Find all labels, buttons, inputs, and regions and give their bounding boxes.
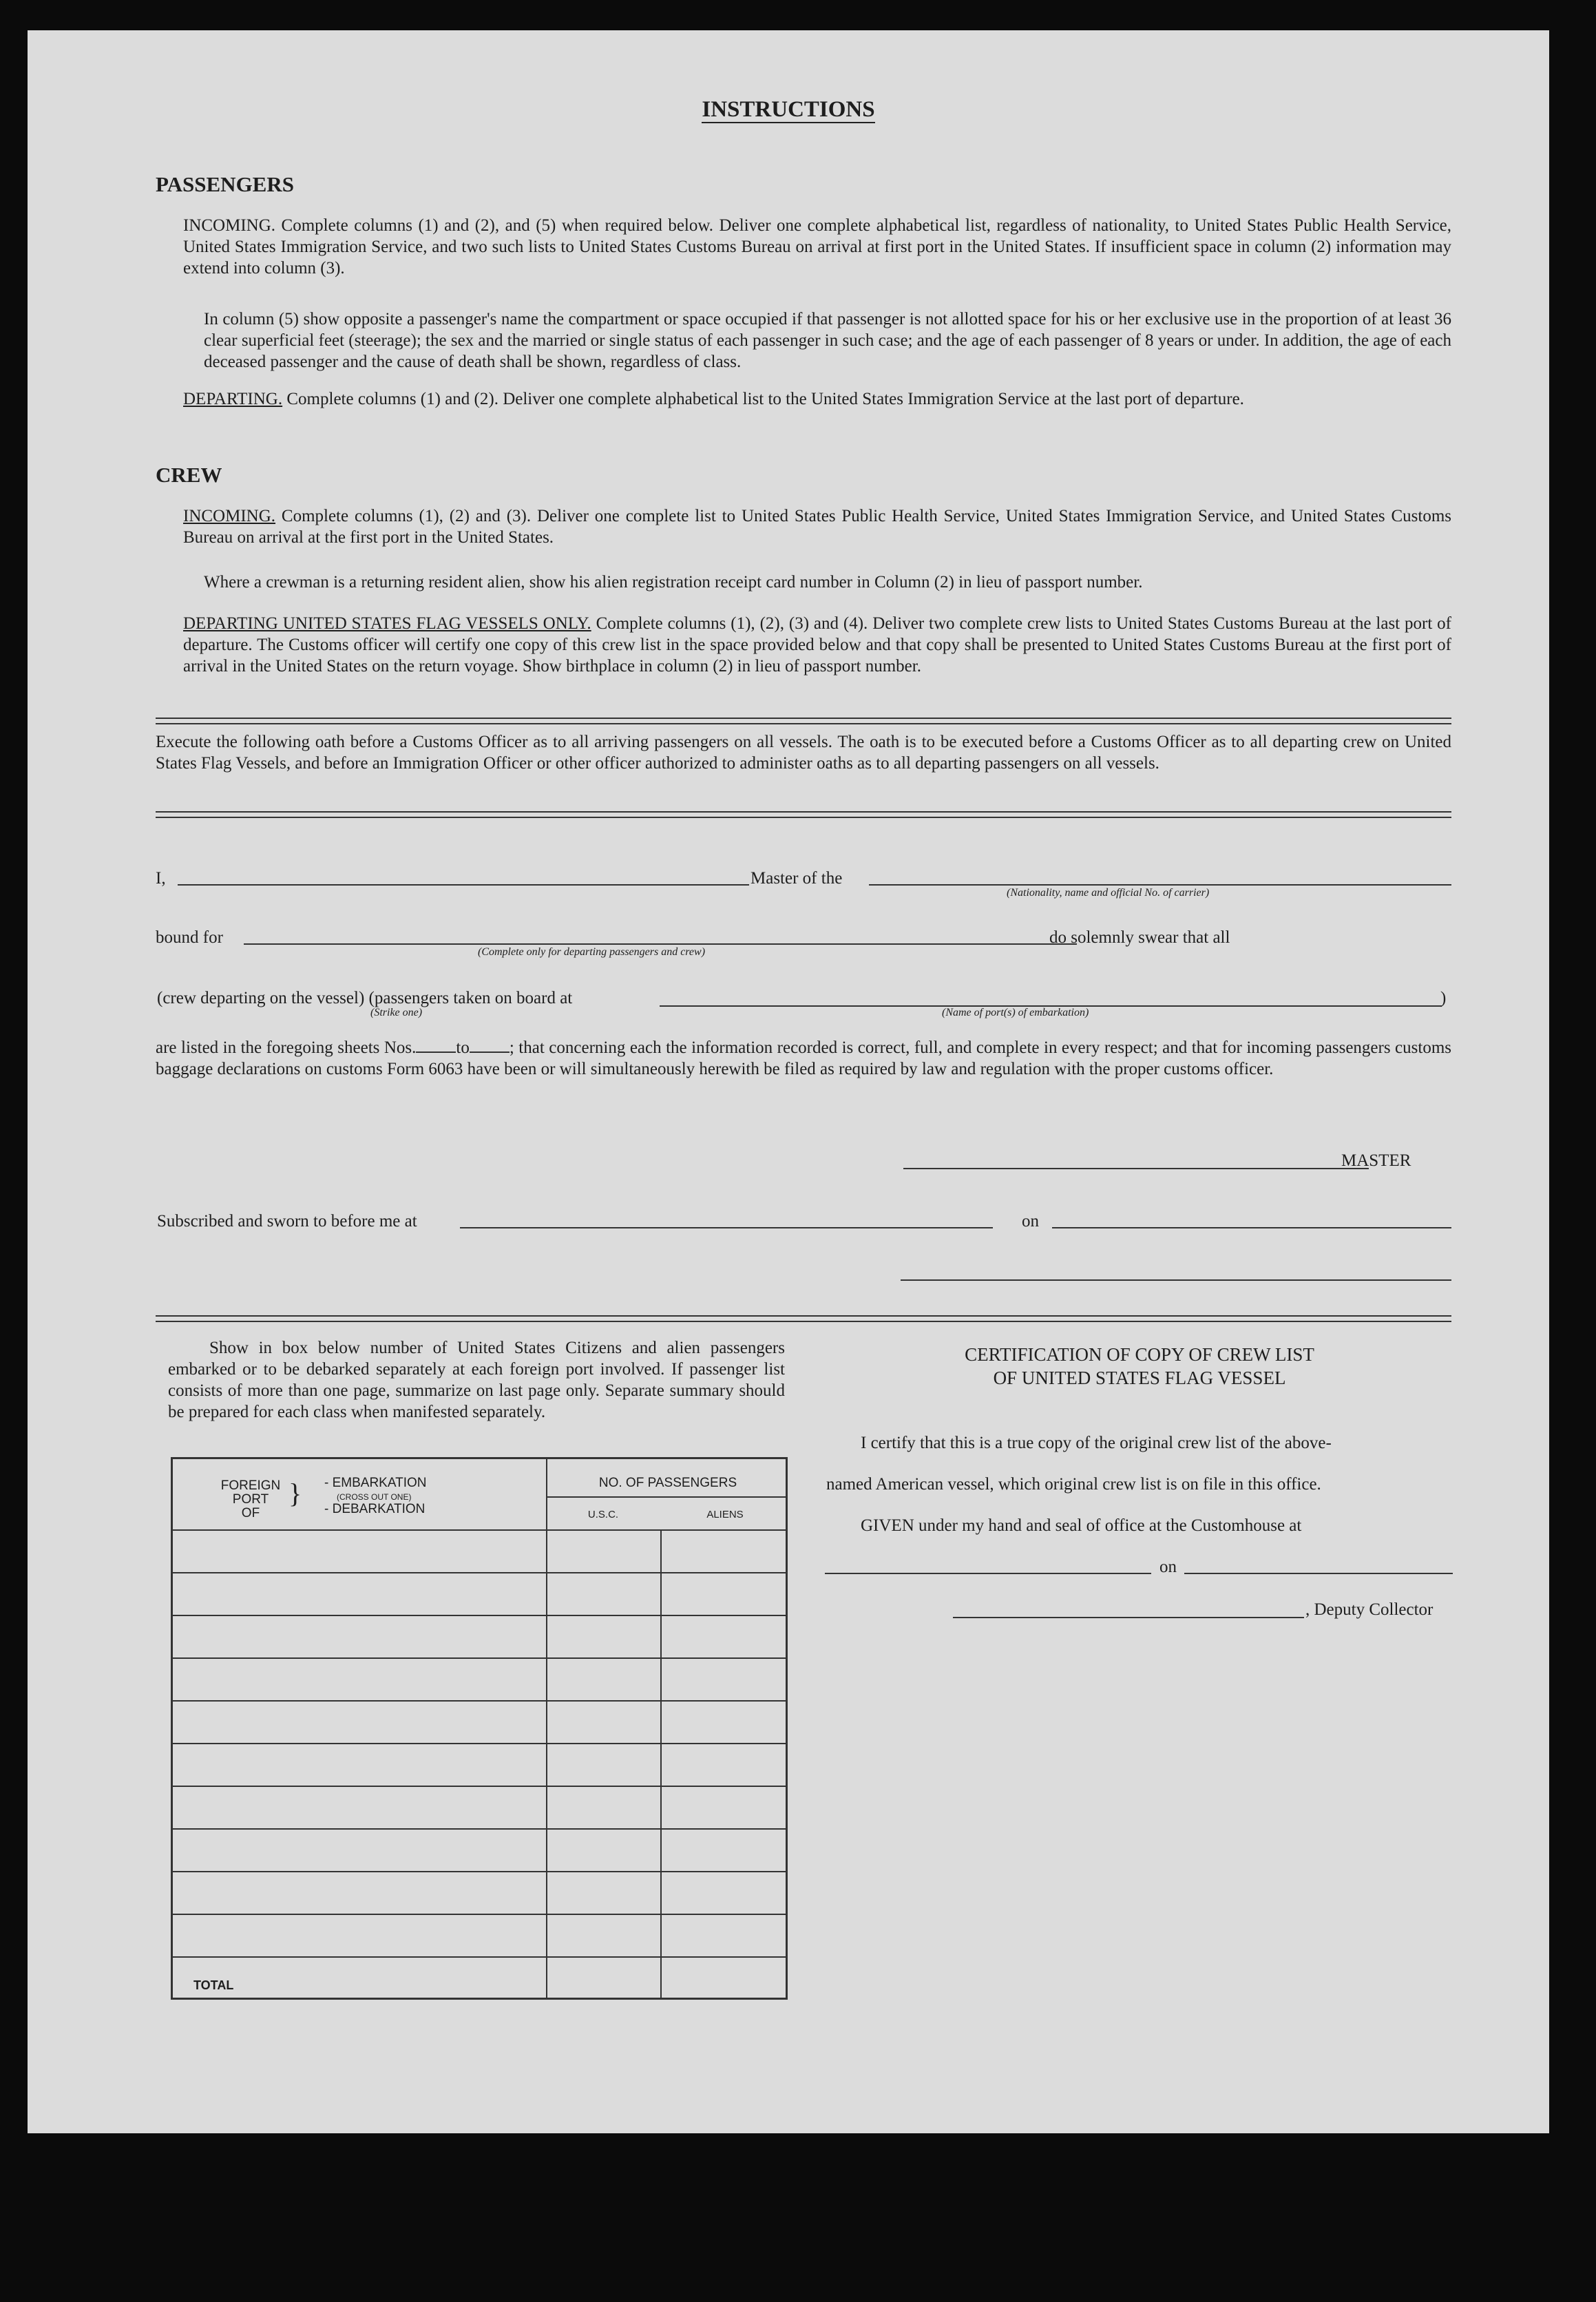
col-foreign-2: PORT bbox=[232, 1492, 269, 1507]
col-divider bbox=[546, 1459, 547, 1998]
total-label: TOTAL bbox=[193, 1978, 234, 1992]
table-row[interactable] bbox=[173, 1657, 786, 1659]
table-row[interactable] bbox=[173, 1871, 786, 1872]
certification-title-2: OF UNITED STATES FLAG VESSEL bbox=[993, 1368, 1286, 1388]
table-row[interactable] bbox=[173, 1700, 786, 1702]
deputy-signature-field[interactable] bbox=[953, 1617, 1304, 1618]
subscribed-date-field[interactable] bbox=[1052, 1227, 1451, 1228]
col-divider bbox=[660, 1529, 662, 1998]
bound-for-label: bound for bbox=[156, 928, 223, 947]
certification-date-field[interactable] bbox=[1184, 1573, 1453, 1574]
port-note: (Name of port(s) of embarkation) bbox=[942, 1007, 1089, 1018]
complete-only-note: (Complete only for departing passengers and crew) bbox=[478, 946, 706, 958]
swear-text: do solemnly swear that all bbox=[1049, 928, 1230, 947]
divider-double bbox=[156, 718, 1451, 724]
passenger-summary-table bbox=[171, 1457, 788, 2000]
passengers-incoming-label: INCOMING. bbox=[183, 216, 276, 235]
table-row[interactable] bbox=[173, 1743, 786, 1744]
col-no-passengers: NO. OF PASSENGERS bbox=[598, 1476, 737, 1490]
table-row[interactable] bbox=[173, 1572, 786, 1573]
sheet-to-field[interactable] bbox=[470, 1038, 510, 1053]
subscribed-on-label: on bbox=[1022, 1212, 1039, 1231]
bound-for-field[interactable] bbox=[244, 943, 1077, 945]
given-line: GIVEN under my hand and seal of office at the Customhouse at bbox=[861, 1516, 1302, 1535]
table-row[interactable] bbox=[173, 1828, 786, 1830]
listed-paragraph bbox=[156, 1037, 1451, 1080]
table-row[interactable] bbox=[173, 1786, 786, 1787]
col-foreign-1: FOREIGN bbox=[220, 1478, 281, 1493]
passengers-heading: PASSENGERS bbox=[156, 172, 294, 196]
col-aliens: ALIENS bbox=[706, 1509, 744, 1520]
subscribed-label: Subscribed and sworn to before me at bbox=[157, 1212, 417, 1231]
close-paren: ) bbox=[1440, 989, 1447, 1007]
oath-i-label: I, bbox=[156, 869, 166, 888]
certify-line-1: I certify that this is a true copy of the original crew list of the above- bbox=[861, 1434, 1332, 1452]
divider-double bbox=[156, 811, 1451, 818]
passengers-departing-text: Complete columns (1) and (2). Deliver one complete alphabetical list to the United States Immigration Service at the last port of departure. bbox=[286, 390, 1244, 408]
certification-on-label: on bbox=[1159, 1558, 1177, 1576]
table-row bbox=[173, 1529, 786, 1531]
page-title: INSTRUCTIONS bbox=[702, 97, 875, 122]
brace-glyph: } bbox=[288, 1478, 302, 1509]
certify-line-2: named American vessel, which original crew list is on file in this office. bbox=[826, 1475, 1321, 1494]
table-row[interactable] bbox=[173, 1914, 786, 1915]
col-foreign-3: OF bbox=[241, 1506, 260, 1520]
col-debarkation: - DEBARKATION bbox=[324, 1502, 426, 1516]
customhouse-field[interactable] bbox=[825, 1573, 1151, 1574]
summary-instructions: Show in box below number of United States Citizens and alien passengers embarked or to be debarked separately at each foreign port involved. If passenger list consists of more than one page, summarize on last page only. Separate summary should be prepared for each class when manifested separately. bbox=[168, 1339, 785, 1421]
master-signature-field[interactable] bbox=[903, 1168, 1369, 1169]
subscribed-place-field[interactable] bbox=[460, 1227, 993, 1228]
form-page bbox=[28, 30, 1549, 2133]
officer-signature-field[interactable] bbox=[901, 1279, 1451, 1281]
col-embarkation: - EMBARKATION bbox=[324, 1476, 427, 1490]
header-divider bbox=[546, 1496, 786, 1498]
deputy-collector-label: , Deputy Collector bbox=[1305, 1600, 1434, 1619]
col-cross-out: (CROSS OUT ONE) bbox=[337, 1492, 412, 1502]
passengers-column5-paragraph: In column (5) show opposite a passenger's name the compartment or space occupied if that passenger is not allotted space for his or her exclusive use in the proportion of at least 36 clear superficial feet (steerage); the sex and the married or single status of each passenger in such case; and the age of each passenger of 8 years or under. In addition, the age of each deceased passenger and the cause of death shall be shown, regardless of class. bbox=[204, 310, 1451, 371]
listed-rest: ; that concerning each the information recorded is correct, full, and complete in every respect; and that for incoming passengers customs baggage declarations on customs Form 6063 have been or will simultaneously herewith be filed as required by law and regulation with the proper customs officer. bbox=[156, 1038, 1452, 1078]
col-usc: U.S.C. bbox=[587, 1509, 619, 1520]
crew-incoming-label: INCOMING. bbox=[183, 507, 276, 525]
crew-heading: CREW bbox=[156, 463, 222, 487]
passengers-departing-paragraph bbox=[183, 388, 1451, 410]
crew-departing-strike: (crew departing on the vessel) (passengers taken on board at bbox=[157, 989, 573, 1007]
master-name-field[interactable] bbox=[178, 884, 749, 886]
carrier-note: (Nationality, name and official No. of carrier) bbox=[1007, 887, 1210, 899]
oath-instructions: Execute the following oath before a Customs Officer as to all arriving passengers on all vessels. The oath is to be executed before a Customs Officer as to all departing crew on United States Flag Vessels, and before an Immigration Officer or other officer authorized to administer oaths as to all departing passengers on all vessels. bbox=[156, 733, 1451, 773]
table-row[interactable] bbox=[173, 1956, 786, 1958]
divider-double bbox=[156, 1315, 1451, 1322]
to-label: to bbox=[456, 1038, 470, 1057]
crew-departing-text: Complete columns (1), (2), (3) and (4). Deliver two complete crew lists to United States Customs Bureau at the last port of departure. The Customs officer will certify one copy of this crew list in the space provided below and that copy shall be presented to United States Customs Bureau at the first port of arrival in the United States on the return voyage. Show birthplace in column (2) in lieu of passport number. bbox=[183, 614, 1452, 676]
table-row[interactable] bbox=[173, 1615, 786, 1616]
listed-prefix: are listed in the foregoing sheets Nos. bbox=[156, 1038, 417, 1057]
certification-title-1: CERTIFICATION OF COPY OF CREW LIST bbox=[965, 1344, 1314, 1365]
master-label: MASTER bbox=[1341, 1151, 1411, 1170]
strike-one-note: (Strike one) bbox=[370, 1007, 423, 1018]
crew-departing-label: DEPARTING UNITED STATES FLAG VESSELS ONLY. bbox=[183, 614, 591, 633]
crew-incoming-paragraph bbox=[183, 505, 1451, 548]
passengers-departing-label: DEPARTING. bbox=[183, 390, 283, 408]
passengers-incoming-paragraph bbox=[183, 215, 1451, 279]
carrier-field[interactable] bbox=[869, 884, 1451, 886]
crew-departing-paragraph bbox=[183, 613, 1451, 677]
passengers-incoming-text: Complete columns (1) and (2), and (5) when required below. Deliver one complete alphabetical list, regardless of nationality, to United States Public Health Service, United States Immigration Service, and two such lists to United States Customs Bureau on arrival at first port in the United States. If insufficient space in column (2) information may extend into column (3). bbox=[183, 216, 1452, 278]
sheet-from-field[interactable] bbox=[416, 1038, 456, 1053]
master-of-the-label: Master of the bbox=[750, 869, 843, 888]
crew-resident-paragraph: Where a crewman is a returning resident alien, show his alien registration receipt card number in Column (2) in lieu of passport number. bbox=[204, 573, 1143, 592]
crew-incoming-text: Complete columns (1), (2) and (3). Deliver one complete list to United States Public Health Service, United States Immigration Service, and United States Customs Bureau on arrival at the first port in the United States. bbox=[183, 507, 1452, 547]
